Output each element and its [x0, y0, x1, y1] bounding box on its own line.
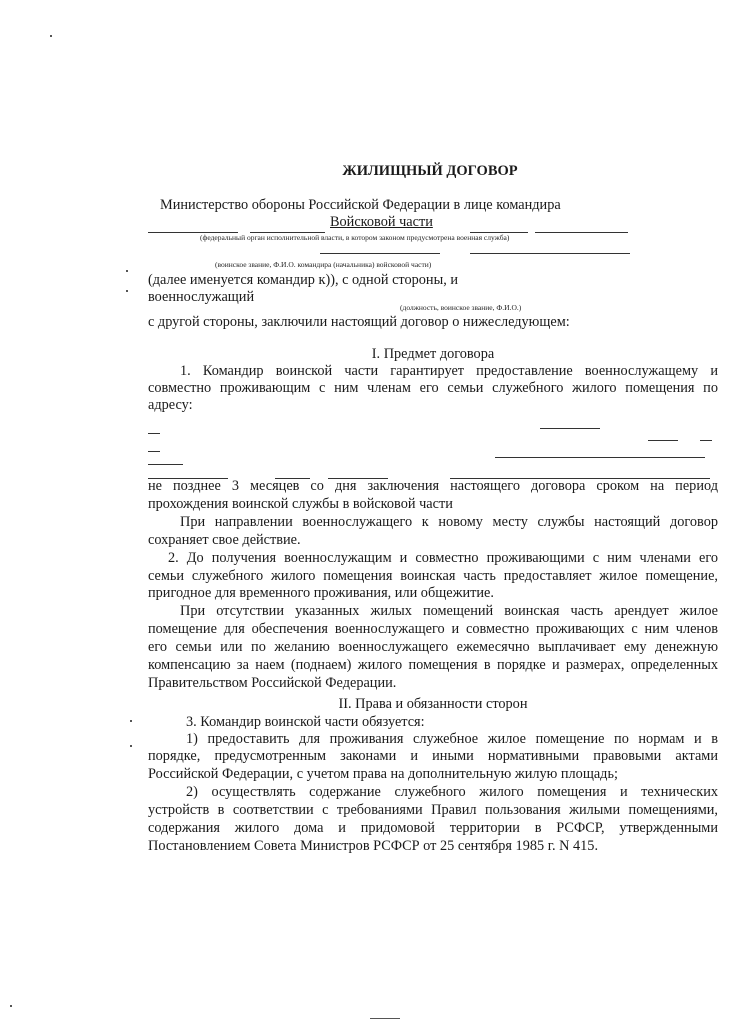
paragraph-line: его семьи или по желанию военнослужащего ежемесячно выплачивает ему денежную	[148, 639, 718, 655]
paragraph-line: Правительством Российской Федерации.	[148, 675, 397, 691]
paragraph-line: помещение для обеспечения военнослужащего и совместно проживающих с ним членов	[148, 621, 718, 637]
blank-line	[700, 440, 712, 441]
paragraph-line: устройств в соответствии с требованиями Правил пользования жилыми помещениями,	[148, 802, 718, 818]
paragraph-line: 2. До получения военнослужащим и совместно проживающими с ним членами его	[168, 550, 718, 566]
scan-speck	[10, 1005, 12, 1007]
paragraph-line: При направлении военнослужащего к новому месту службы настоящий договор	[180, 514, 718, 530]
unit-name: Войсковой части	[330, 214, 433, 230]
paragraph-line: 1) предоставить для проживания служебное жилое помещение по нормам и в	[186, 731, 718, 747]
scan-speck	[130, 720, 132, 722]
paragraph-line: семьи служебного жилого помещения воинская часть предоставляет жилое помещение,	[148, 568, 718, 584]
document-title: ЖИЛИЩНЫЙ ДОГОВОР	[342, 163, 518, 179]
scan-speck	[130, 745, 132, 747]
paragraph-line: прохождения воинской службы в войсковой части	[148, 496, 453, 512]
blank-line	[535, 232, 628, 233]
hereinafter-line: (далее именуется командир к)), с одной стороны, и	[148, 272, 458, 288]
paragraph-line: совместно проживающим с ним членам его семьи служебного жилого помещения по	[148, 380, 718, 396]
paragraph-line: не позднее 3 месяцев со дня заключения настоящего договора сроком на период	[148, 478, 718, 494]
blank-line	[148, 464, 183, 465]
paragraph-line: 2) осуществлять содержание служебного жилого помещения и технических	[186, 784, 718, 800]
paragraph-line: 3. Командир воинской части обязуется:	[186, 714, 425, 730]
paragraph-line: содержания жилого дома и придомовой территории в РСФСР, утвержденными	[148, 820, 718, 836]
section2-heading: II. Права и обязанности сторон	[338, 696, 528, 712]
blank-line	[148, 451, 160, 452]
blank-line	[148, 433, 160, 434]
paragraph-line: Постановлением Совета Министров РСФСР от 25 сентября 1985 г. N 415.	[148, 838, 599, 854]
paragraph-line: компенсацию за наем (поднаем) жилого помещения в порядке и размерах, определенных	[148, 657, 718, 673]
scan-speck	[50, 35, 52, 37]
blank-line	[320, 253, 440, 254]
serviceman-label: военнослужащий	[148, 289, 255, 305]
paragraph-line: сохраняет свое действие.	[148, 532, 301, 548]
scan-speck	[370, 1018, 400, 1019]
paragraph-line: порядке, предусмотренным законами и иными нормативными правовыми актами	[148, 748, 718, 764]
scan-speck	[126, 270, 128, 272]
blank-line	[470, 253, 630, 254]
section1-heading: I. Предмет договора	[371, 346, 495, 362]
scan-speck	[126, 290, 128, 292]
paragraph-line: пригодное для временного проживания, или общежитие.	[148, 585, 494, 601]
paragraph-line: адресу:	[148, 397, 193, 413]
caption-organ: (федеральный орган исполнительной власти, в котором законом предусмотрена военная служба)	[200, 233, 510, 242]
paragraph-line: Российской Федерации, с учетом права на дополнительную жилую площадь;	[148, 766, 618, 782]
blank-line	[648, 440, 678, 441]
caption-commander: (воинское звание, Ф.И.О. командира (начальника) войсковой части)	[215, 260, 432, 269]
blank-line	[540, 428, 600, 429]
intro-line: Министерство обороны Российской Федерации в лице командира	[160, 197, 561, 213]
paragraph-line: При отсутствии указанных жилых помещений воинская часть арендует жилое	[180, 603, 718, 619]
caption-serviceman: (должность, воинское звание, Ф.И.О.)	[400, 303, 522, 312]
paragraph-line: 1. Командир воинской части гарантирует предоставление военнослужащему и	[180, 363, 718, 379]
other-party-line: с другой стороны, заключили настоящий договор о нижеследующем:	[148, 314, 570, 330]
blank-line	[495, 457, 705, 458]
